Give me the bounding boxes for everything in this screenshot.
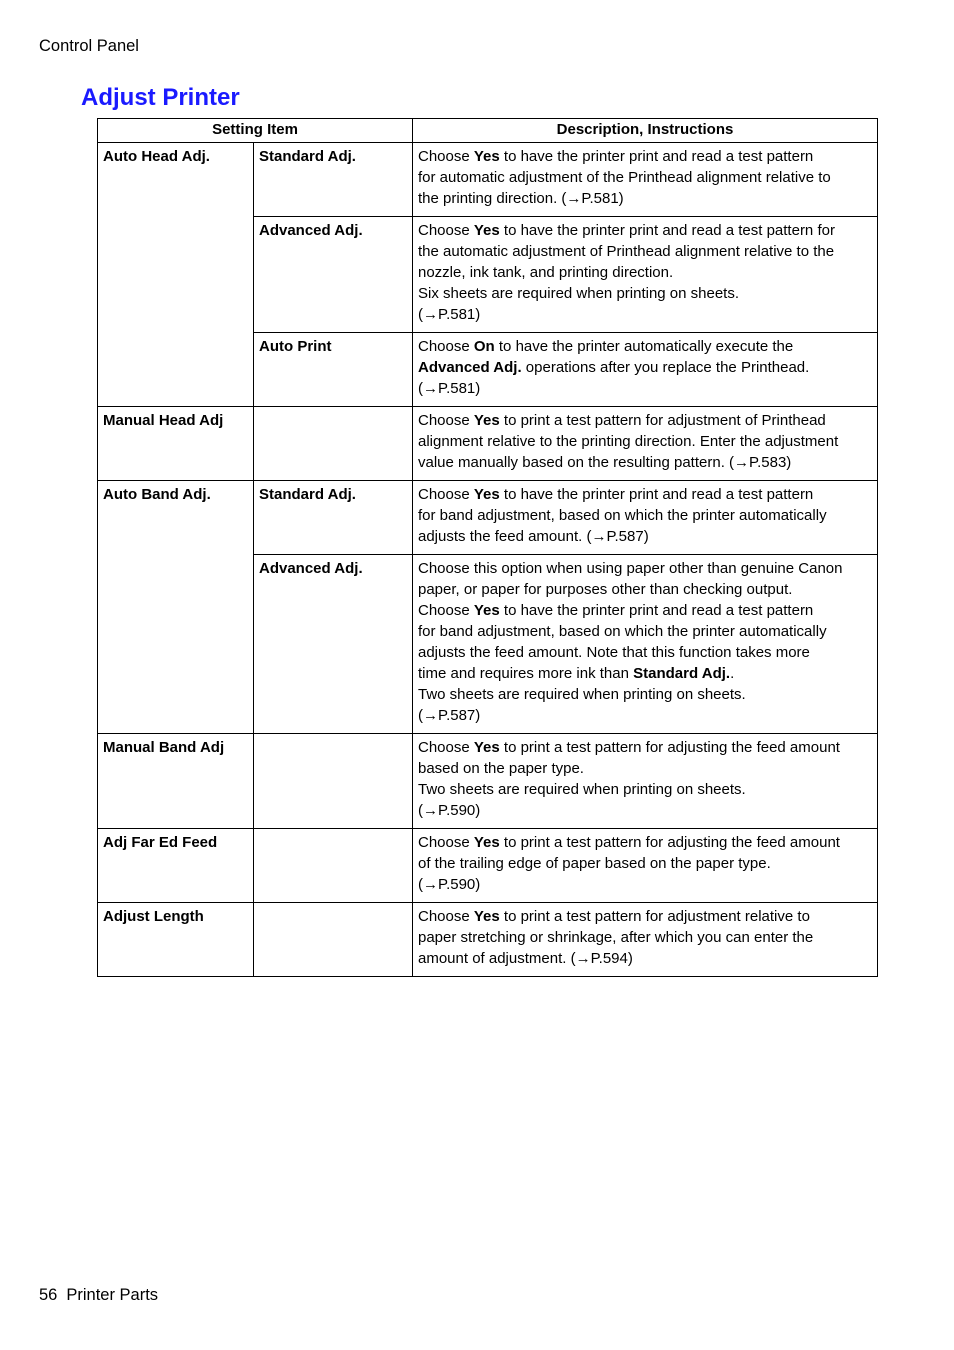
text-run: operations after you replace the Printhead. [521,359,810,376]
text-run: to print a test pattern for adjusting the feed amount [499,739,840,756]
text-run: (→P.590) [418,876,481,893]
text-run: the printing direction. (→P.581) [418,190,624,207]
text-run: Choose [418,739,474,756]
text-run: Choose [418,148,474,165]
text-run: Choose [418,338,474,355]
description-line [418,262,872,283]
bold-term: Yes [473,148,500,165]
description-line [418,832,872,853]
table-row [98,407,878,481]
setting-item-cell: Adjust Length [98,903,254,977]
table-row [98,829,878,903]
settings-table [97,118,878,977]
description-line [418,737,872,758]
description-line [418,684,872,705]
description-line [418,600,872,621]
text-run: paper, or paper for purposes other than checking output. [418,581,793,598]
description-line [418,874,872,895]
description-line [418,146,872,167]
setting-item-header: Setting Item [98,119,413,143]
text-run: to have the printer print and read a test pattern [499,486,814,503]
sub-item-cell: Advanced Adj. [254,555,413,734]
description-line [418,283,872,304]
setting-item-cell: Auto Head Adj. [98,143,254,407]
sub-item-cell: Standard Adj. [254,143,413,217]
table-header-row [98,119,878,143]
text-run: for band adjustment, based on which the printer automatically [418,507,827,524]
bold-term: Yes [473,908,500,925]
description-line [418,948,872,969]
description-line [418,642,872,663]
text-run: nozzle, ink tank, and printing direction. [418,264,674,281]
description-line [418,452,872,473]
text-run: time and requires more ink than [418,665,634,682]
description-line [418,188,872,209]
text-run: Choose [418,834,474,851]
bold-term: Yes [473,834,500,851]
text-run: Two sheets are required when printing on sheets. [418,686,746,703]
description-cell [413,903,878,977]
description-line [418,906,872,927]
description-line [418,484,872,505]
bold-term: Advanced Adj. [418,359,522,376]
table-row [98,143,878,217]
table-row [98,903,878,977]
text-run: to have the printer print and read a test pattern for [499,222,835,239]
description-line [418,853,872,874]
text-run: Choose [418,908,474,925]
sub-item-cell [254,829,413,903]
description-cell [413,217,878,333]
sub-item-cell [254,903,413,977]
text-run: (→P.581) [418,306,481,323]
text-run: to have the printer print and read a test pattern [499,602,814,619]
text-run: Choose [418,222,474,239]
description-line [418,410,872,431]
text-run: of the trailing edge of paper based on the paper type. [418,855,771,872]
description-line [418,336,872,357]
sub-item-cell: Advanced Adj. [254,217,413,333]
description-line [418,526,872,547]
description-line [418,800,872,821]
sub-item-cell [254,734,413,829]
page-number: 56 [39,1286,58,1304]
description-cell [413,333,878,407]
text-run: based on the paper type. [418,760,584,777]
text-run: to print a test pattern for adjustment of Printhead [499,412,826,429]
sub-item-cell [254,407,413,481]
description-line [418,431,872,452]
description-line [418,621,872,642]
description-header: Description, Instructions [413,119,878,143]
text-run: adjusts the feed amount. (→P.587) [418,528,649,545]
text-run: for automatic adjustment of the Printhead alignment relative to [418,169,831,186]
setting-item-cell: Adj Far Ed Feed [98,829,254,903]
description-line [418,927,872,948]
bold-term: On [473,338,495,355]
description-line [418,167,872,188]
description-cell [413,481,878,555]
description-line [418,505,872,526]
sub-item-cell: Standard Adj. [254,481,413,555]
description-cell [413,555,878,734]
text-run: the automatic adjustment of Printhead alignment relative to the [418,243,835,260]
page-footer [39,1286,158,1305]
text-run: alignment relative to the printing direction. Enter the adjustment [418,433,839,450]
description-cell [413,407,878,481]
text-run: Six sheets are required when printing on sheets. [418,285,740,302]
text-run: Two sheets are required when printing on sheets. [418,781,746,798]
bold-term: Yes [473,602,500,619]
text-run: (→P.590) [418,802,481,819]
text-run: Choose [418,412,474,429]
bold-term: Yes [473,486,500,503]
bold-term: Yes [473,412,500,429]
text-run: . [730,665,735,682]
text-run: Choose [418,486,474,503]
description-cell [413,143,878,217]
text-run: Choose this option when using paper other than genuine Canon [418,560,843,577]
text-run: for band adjustment, based on which the printer automatically [418,623,827,640]
table-row [98,481,878,555]
text-run: Choose [418,602,474,619]
running-header: Control Panel [39,37,139,55]
setting-item-cell: Manual Band Adj [98,734,254,829]
footer-section: Printer Parts [66,1286,159,1304]
description-line [418,241,872,262]
text-run: (→P.587) [418,707,481,724]
text-run: amount of adjustment. (→P.594) [418,950,633,967]
setting-item-cell: Auto Band Adj. [98,481,254,734]
bold-term: Yes [473,739,500,756]
table-body [98,143,878,977]
text-run: paper stretching or shrinkage, after which you can enter the [418,929,814,946]
text-run: to have the printer automatically execute the [494,338,794,355]
sub-item-cell: Auto Print [254,333,413,407]
table-row [98,734,878,829]
bold-term: Yes [473,222,500,239]
setting-item-cell: Manual Head Adj [98,407,254,481]
description-line [418,705,872,726]
page-title: Adjust Printer [81,84,240,111]
description-cell [413,734,878,829]
description-line [418,779,872,800]
description-line [418,558,872,579]
text-run: to print a test pattern for adjusting the feed amount [499,834,840,851]
description-line [418,304,872,325]
description-line [418,758,872,779]
description-cell [413,829,878,903]
description-line [418,663,872,684]
text-run: to have the printer print and read a test pattern [499,148,814,165]
bold-term: Standard Adj. [633,665,731,682]
description-line [418,579,872,600]
text-run: value manually based on the resulting pattern. (→P.583) [418,454,792,471]
text-run: adjusts the feed amount. Note that this function takes more [418,644,810,661]
description-line [418,220,872,241]
text-run: (→P.581) [418,380,481,397]
text-run: to print a test pattern for adjustment relative to [499,908,810,925]
description-line [418,357,872,378]
description-line [418,378,872,399]
